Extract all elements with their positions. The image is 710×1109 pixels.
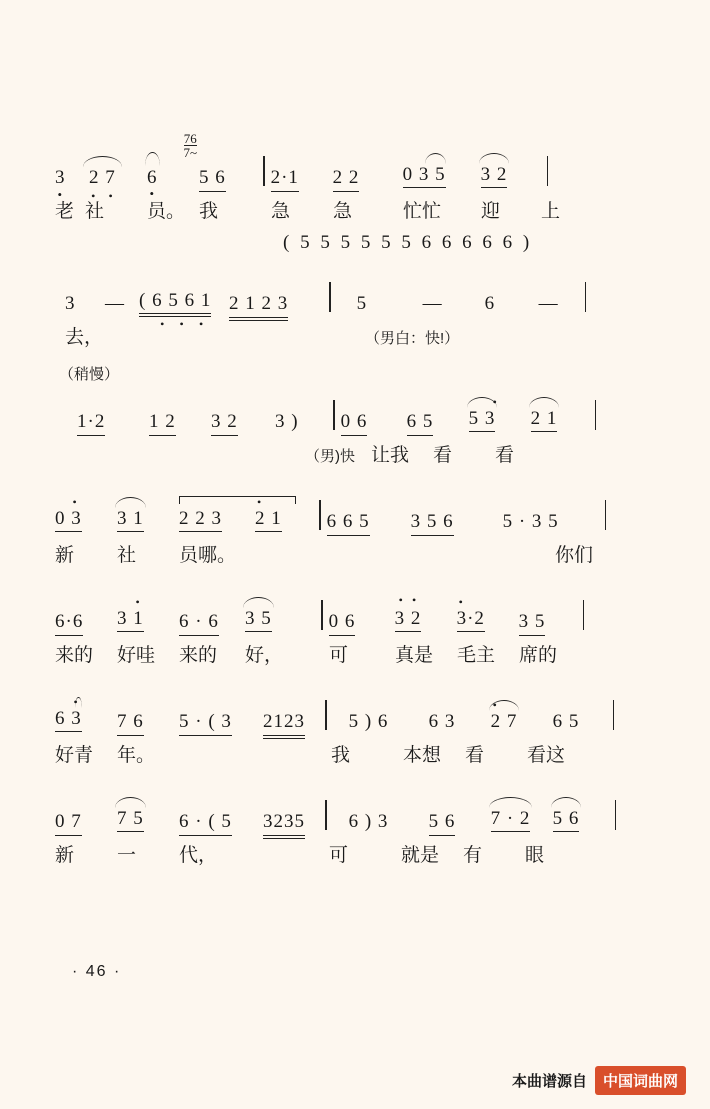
note-group: 3 1: [117, 509, 144, 532]
octave-dot: •: [72, 495, 78, 509]
lyric-syllable: 忙忙: [403, 201, 442, 222]
note-duration-dash: —: [538, 293, 559, 314]
note-group: 6 •: [147, 168, 158, 187]
note-group: 6·6: [55, 611, 83, 636]
octave-dots: • •: [398, 593, 418, 607]
lyric-syllable: （男)快: [305, 448, 355, 465]
lyric-syllable: 真是: [395, 645, 434, 666]
barline: [615, 800, 617, 830]
lyric-syllable: 代，: [179, 845, 218, 866]
lyric-syllable: 看: [433, 445, 453, 466]
note-group: 5: [356, 293, 368, 314]
note-group: 2 7 • •: [85, 168, 120, 187]
lyric-syllable: 上: [541, 201, 561, 222]
note-group: ( 6 5 6 1 • • •: [139, 290, 212, 331]
note-group: 2·1: [271, 167, 299, 192]
lyric-syllable: 毛主: [457, 645, 496, 666]
note-group: 2 2 3: [179, 509, 222, 532]
slur-icon: [479, 153, 510, 164]
system-3-lyrics: [55, 432, 670, 466]
slur-icon: [425, 153, 446, 164]
footer-watermark: [512, 1066, 686, 1095]
barline: [547, 156, 549, 186]
note-group: 7 6: [117, 711, 144, 736]
lyric-syllable: 席的: [519, 645, 558, 666]
note-group: 0 6: [341, 411, 368, 436]
note-group: 3 5: [245, 609, 272, 632]
slur-icon: [145, 152, 160, 166]
note-group: 1·2: [77, 411, 105, 436]
lyric-syllable: 好青: [55, 745, 94, 766]
note-group: 2 1 2 3: [229, 293, 288, 318]
note-group: 3 •: [55, 167, 66, 188]
note-group: 3235: [263, 811, 305, 836]
lyric-syllable: 来的: [179, 645, 218, 666]
octave-dot: •: [257, 495, 263, 509]
harmony-notes: ( 5 5 5 5 5 5 6 6 6 6 6 ): [283, 231, 533, 253]
lyric-syllable: 社: [117, 545, 137, 566]
system-7: [55, 784, 670, 866]
note-group: 5 6: [199, 167, 226, 192]
slur-icon: [115, 797, 146, 808]
lyric-syllable: 可: [329, 645, 349, 666]
note-group: 3: [65, 293, 76, 314]
lyric-syllable: 看: [495, 445, 515, 466]
note-group: • 0 3: [55, 509, 82, 532]
stage-direction: （男白：快!）: [365, 330, 460, 347]
system-4-lyrics: [55, 532, 670, 566]
note-group: 6 3: [428, 711, 456, 732]
footer-brand-badge[interactable]: 中国词曲网: [595, 1066, 686, 1095]
octave-dot: •: [492, 395, 498, 409]
system-1-notes: [55, 131, 670, 203]
octave-dots: • • •: [160, 317, 205, 331]
lyric-syllable: 我: [199, 201, 219, 222]
lyric-syllable: 年。: [117, 745, 156, 766]
system-5-notes: [55, 584, 670, 632]
system-1-harmony-line: [55, 222, 670, 262]
system-2-lyrics: [55, 314, 670, 348]
note-group: • 5 3: [469, 409, 496, 432]
note-group: • 2 1: [255, 509, 282, 532]
lyric-syllable: 本想: [403, 745, 442, 766]
octave-dot: •: [492, 698, 498, 712]
lyric-syllable: 员。: [147, 201, 186, 222]
barline: [585, 282, 587, 312]
note-group: 0 7: [55, 811, 82, 836]
octave-dots: • •: [91, 189, 114, 203]
lyric-syllable: 急: [271, 201, 291, 222]
note-group: 2 1: [531, 409, 558, 432]
footer-source-label: 本曲谱源自: [511, 1073, 587, 1090]
system-3-notes: [55, 384, 670, 432]
barline: [583, 600, 585, 630]
note-group: 3 5 6: [411, 511, 454, 536]
note-group: • 2 7: [490, 698, 518, 732]
system-6-notes: [55, 684, 670, 732]
note-group: 1 2: [149, 411, 176, 436]
slur-icon: [551, 797, 582, 808]
slur-icon: [83, 156, 122, 167]
system-3: [55, 358, 670, 466]
lyric-syllable: 社: [85, 201, 105, 222]
lyric-syllable: 让我: [371, 445, 410, 466]
score-body: [55, 131, 670, 866]
grace-note-fraction: $\frac{76}{7\sim}$: [183, 131, 198, 160]
note-group: • 3·2: [457, 609, 485, 632]
lyric-syllable: 新: [55, 545, 75, 566]
lyric-syllable: 新: [55, 845, 75, 866]
system-4-notes: [55, 484, 670, 532]
note-group: 5 · 3 5: [502, 511, 559, 532]
barline: [613, 700, 615, 730]
phrase-bracket: [179, 496, 296, 497]
note-group: 6 6 5: [327, 511, 370, 536]
system-1: [55, 131, 670, 262]
note-group: 3 2: [481, 165, 508, 188]
barline: [263, 156, 265, 186]
lyric-syllable: 一: [117, 845, 137, 866]
tempo-marking-row: [55, 358, 670, 384]
lyric-syllable: 急: [333, 201, 353, 222]
lyric-syllable: 看这: [527, 745, 566, 766]
slur-icon: [489, 797, 533, 808]
barline: [595, 400, 597, 430]
system-7-notes: [55, 784, 670, 832]
barline: [605, 500, 607, 530]
octave-dot: •: [135, 595, 141, 609]
lyric-syllable: 就是: [401, 845, 440, 866]
lyric-syllable: 员哪。: [179, 545, 237, 566]
lyric-syllable: 你们: [555, 545, 594, 566]
system-5-lyrics: [55, 632, 670, 666]
barline: [333, 400, 335, 430]
page-number: · 46 ·: [72, 963, 122, 980]
lyric-syllable: 来的: [55, 645, 94, 666]
barline: [319, 500, 321, 530]
lyric-syllable: 有: [463, 845, 483, 866]
barline: [325, 800, 327, 830]
note-group: 0 3 5: [403, 165, 446, 188]
slur-icon: [529, 397, 560, 408]
note-duration-dash: —: [105, 293, 125, 314]
note-group: 6 · ( 5: [179, 811, 232, 836]
slur-icon: [243, 597, 274, 608]
note-group: 6 · 6: [179, 611, 219, 636]
note-group: 6: [484, 293, 496, 314]
barline: [329, 282, 331, 312]
note-group: 2 2: [333, 167, 360, 192]
tempo-marking: （稍慢）: [59, 366, 120, 383]
lyric-syllable: 好，: [245, 645, 284, 666]
note-group: 3 2: [211, 411, 238, 436]
system-2-notes: [55, 266, 670, 331]
lyric-syllable: 看: [465, 745, 485, 766]
lyric-syllable: 眼: [525, 845, 545, 866]
note-group: • 6 3: [55, 709, 82, 732]
note-group: 3 ): [275, 411, 299, 432]
barline: [325, 700, 327, 730]
barline: [321, 600, 323, 630]
lyric-syllable: 去，: [65, 327, 104, 348]
system-1-lyrics: [55, 188, 670, 222]
note-group: 2123: [263, 711, 305, 736]
lyric-syllable: 老: [55, 201, 75, 222]
system-2: [55, 266, 670, 348]
note-group: • • 3 2: [395, 609, 422, 632]
note-group: 7 · 2: [491, 809, 531, 832]
note-group: 6 ) 3: [348, 811, 389, 832]
note-group: 5 ) 6: [348, 711, 389, 732]
note-group: 6 5: [407, 411, 434, 436]
lyric-syllable: 可: [329, 845, 349, 866]
note-group: 5 · ( 3: [179, 711, 232, 736]
note-group: 5 6: [429, 811, 456, 836]
note-group: 6 5: [552, 711, 580, 732]
note-group: 5 6: [553, 809, 580, 832]
octave-dot: •: [73, 695, 79, 709]
lyric-syllable: 好哇: [117, 645, 156, 666]
note-group: 3 5: [519, 611, 546, 636]
system-6: [55, 684, 670, 766]
slur-icon: [115, 497, 146, 508]
lyric-syllable: 我: [331, 745, 351, 766]
octave-dot: •: [458, 595, 464, 609]
note-group: • 3 1: [117, 609, 144, 632]
note-group: 0 6: [329, 611, 356, 636]
note-duration-dash: —: [422, 293, 443, 314]
system-6-lyrics: [55, 732, 670, 766]
system-5: [55, 584, 670, 666]
note-group: 7 5: [117, 809, 144, 832]
system-4: [55, 484, 670, 566]
system-7-lyrics: [55, 832, 670, 866]
lyric-syllable: 迎: [481, 201, 501, 222]
